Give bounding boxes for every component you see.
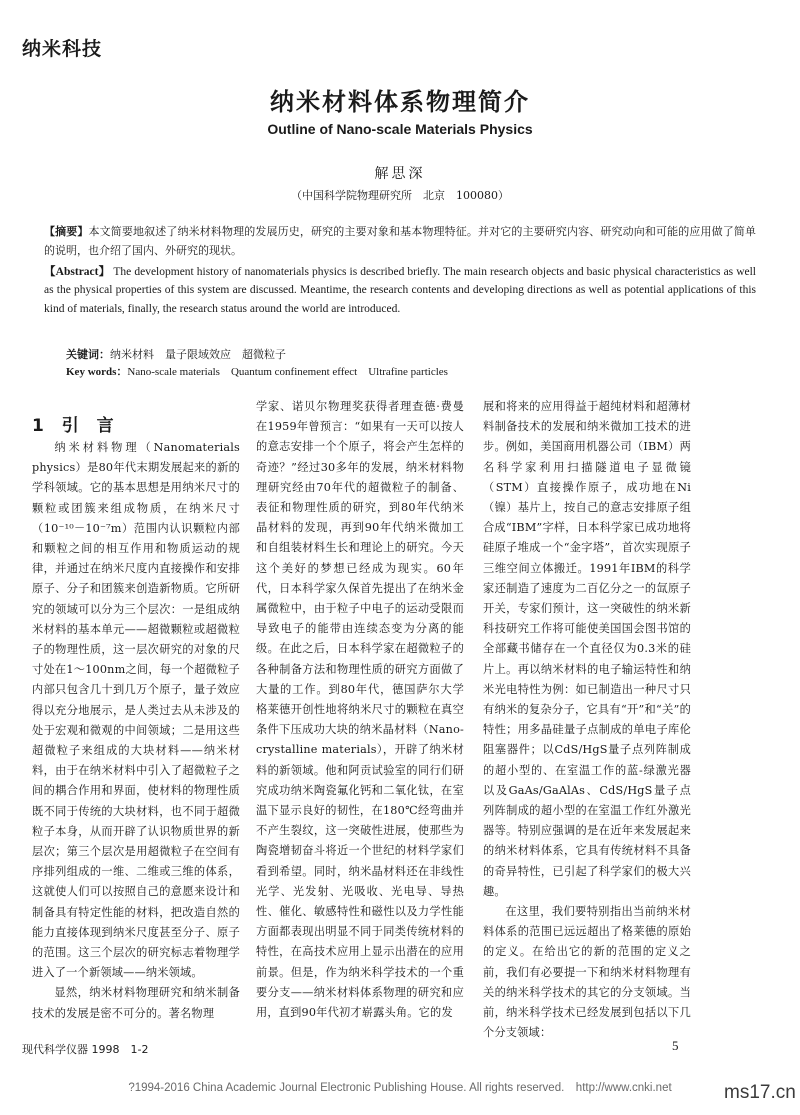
body-column-3 bbox=[483, 397, 691, 1044]
paragraph: 学家、诺贝尔物理奖获得者理查德·费曼在1959年曾预言：“如果有一天可以按人的意志安排一个个原子，将会产生怎样的奇迹？”经过30多年的发展，纳米材料物理研究经由70年代的超微粒子的制备、表征和物理性质的研究，到80年代纳米晶材料的发现，再到90年代纳米微加工和自组装材料生长和理论上的研究。今天这个美好的梦想已经成为现实。60年代，日本科学家久保首先提出了在纳米金属微粒中，由于粒子中电子的运动受限而导致电子的能带由连续态变为分离的能级。在此之后，日本科学家在超微粒子的各种制备方法和物理性质的研究方面做了大量的工作。到80年代，德国萨尔大学格莱德开创性地将纳米尺寸的颗粒在真空条件下压成功大块的纳米晶材料（Nano-crystalline materials），开辟了纳米材料的新领域。他和阿贡试验室的同行们研究成功纳米陶瓷氟化钙和二氧化钛，在室温下显示良好的韧性，在180℃经弯曲并不产生裂纹，这一突破性进展，使那些为陶瓷增韧奋斗将近一个世纪的材料学家们看到希望。同时，纳米晶材料还在非线性光学、光发射、光吸收、光电导、导热性、催化、敏感特性和磁性以及力学性能方面都表现出明显不同于同类传统材料的特性，在高技术应用上显示出潜在的应用前景。但是，作为纳米科学技术的一个重要分支——纳米材料体系物理的研究和应用，直到90年代初才崭露头角。它的发 bbox=[256, 400, 464, 1020]
author-affiliation: （中国科学院物理研究所 北京 100080） bbox=[291, 189, 509, 202]
abstract-chinese-text: 本文简要地叙述了纳米材料物理的发展历史，研究的主要对象和基本物理特征。并对它的主要研究内容、研究动向和可能的应用做了简单的说明，也介绍了国内、外研究的现状。 bbox=[44, 225, 757, 257]
section-heading bbox=[32, 411, 120, 436]
author-name: 解思深 bbox=[374, 166, 426, 182]
abstract-english bbox=[44, 263, 756, 318]
page-number: 5 bbox=[672, 1038, 679, 1053]
paragraph: 纳米材料物理（Nanomaterials physics）是80年代末期发展起来的新的学科领域。它的基本思想是用纳米尺寸的颗粒或团簇来组成物质，在纳米尺寸（10⁻¹⁰－10⁻⁷m）范围内认识颗粒内部和颗粒之间的相互作用和物质运动的规律，并通过在纳米尺度内直接操作和安排原子、分子和团簇来创造新物质。它所研究的领域可以分为三个层次：一是组成纳米材料的基本单元——超微颗粒或超微粒子的物理性质，这一层次研究的对象的尺寸处在1～100nm之间，每一个超微粒子内部只包含几十到几万个原子，量子效应得以充分地展示，是人类过去从未涉及的处于宏观和微观的中间领域；二是用这些超微粒子来组成的大块材料——纳米材料，由于在纳米材料中引入了超微粒子之间的耦合作用和界面，使材料的物理性质既不同于传统的大块材料，也不同于超微粒子本身，从而开辟了认识物质世界的新层次；第三个层次是用超微粒子在空间有序排列组成的一维、二维或三维的体系，这就使人们可以按照自己的意愿来设计和制备具有特定性能的材料，把改造自然的能力直接体现到纳米尺度甚至分子、原子的范围。这三个层次的研究标志着物理学进入了一个新领域——纳米领域。 bbox=[32, 441, 240, 980]
keywords-english-label: Key words： bbox=[66, 366, 128, 378]
paragraph: 展和将来的应用得益于超纯材料和超薄材料制备技术的发展和纳米微加工技术的进步。例如，美国商用机器公司（IBM）两名科学家利用扫描隧道电子显微镜（STM）直接操作原子，成功地在Ni（镍）基片上，按自己的意志安排原子组合成“IBM”字样，日本科学家已成功地将硅原子堆成一个“金字塔”，首次实现原子三维空间立体搬迁。1991年IBM的科学家还制造了速度为二百亿分之一的氙原子开关，专家们预计，这一突破性的纳米新科技研究工作将可能使美国国会图书馆的全部藏书储存在一个直径仅为0.3米的硅片上。再以纳米材料的电子输运特性和纳米光电特性为例：如已制造出一种尺寸只有纳米的复杂分子，它具有“开”和“关”的特性；用多晶硅量子点制成的单电子库伦阻塞器件；以CdS/HgS量子点列阵制成的超小型的、在室温工作的蓝-绿激光器以及GaAs/GaAlAs、CdS/HgS量子点列阵制成的超小型的在室温工作红外激光器等。特别应强调的是在近年来发展起来的纳米材料体系，它具有传统材料不具备的奇异特性，已引起了科学家们的极大兴趣。 bbox=[483, 400, 691, 898]
section-number: 1 bbox=[32, 416, 50, 436]
watermark: ms17.cn bbox=[724, 1082, 796, 1103]
section-title: 引 言 bbox=[61, 416, 120, 436]
keywords-english-text: Nano-scale materials Quantum confinement effect Ultrafine particles bbox=[127, 366, 448, 378]
article-title-english: Outline of Nano-scale Materials Physics bbox=[267, 121, 533, 137]
keywords-chinese bbox=[66, 346, 286, 362]
journal-footer: 现代科学仪器 1998 1-2 bbox=[22, 1043, 149, 1056]
copyright-line: ?1994-2016 China Academic Journal Electronic Publishing House. All rights reserved. http://www.cnki.net bbox=[128, 1082, 672, 1094]
abstract-chinese-label: 【摘要】 bbox=[44, 225, 89, 238]
abstract-english-label: 【Abstract】 bbox=[44, 266, 111, 278]
journal-section-tag: 纳米科技 bbox=[22, 38, 103, 60]
paragraph: 显然，纳米材料物理研究和纳米制备技术的发展是密不可分的。著名物理 bbox=[32, 986, 240, 1020]
body-column-1 bbox=[32, 438, 240, 1024]
abstract-english-text: The development history of nanomaterials physics is described briefly. The main research objects and basic physical characteristics as well as the physical properties of this system are discussed. Meantime, the research contents and developing directions as well as potential applications of this kind of materials, finally, the research status around the world are introduced. bbox=[44, 266, 757, 315]
paragraph: 在这里，我们要特别指出当前纳米材料体系的范围已远远超出了格莱德的原始的定义。在给出它的新的范围的定义之前，我们有必要提一下和纳米材料物理有关的纳米科学技术的其它的分支领域。当前，纳米科学技术已经发展到包括以下几个分支领域： bbox=[483, 905, 691, 1040]
abstract-chinese bbox=[44, 223, 756, 260]
keywords-chinese-text: 纳米材料 量子限域效应 超微粒子 bbox=[110, 348, 286, 361]
keywords-chinese-label: 关键词： bbox=[66, 348, 110, 361]
body-column-2 bbox=[256, 397, 464, 1023]
article-title-chinese: 纳米材料体系物理简介 bbox=[270, 88, 530, 116]
keywords-english bbox=[66, 363, 448, 379]
